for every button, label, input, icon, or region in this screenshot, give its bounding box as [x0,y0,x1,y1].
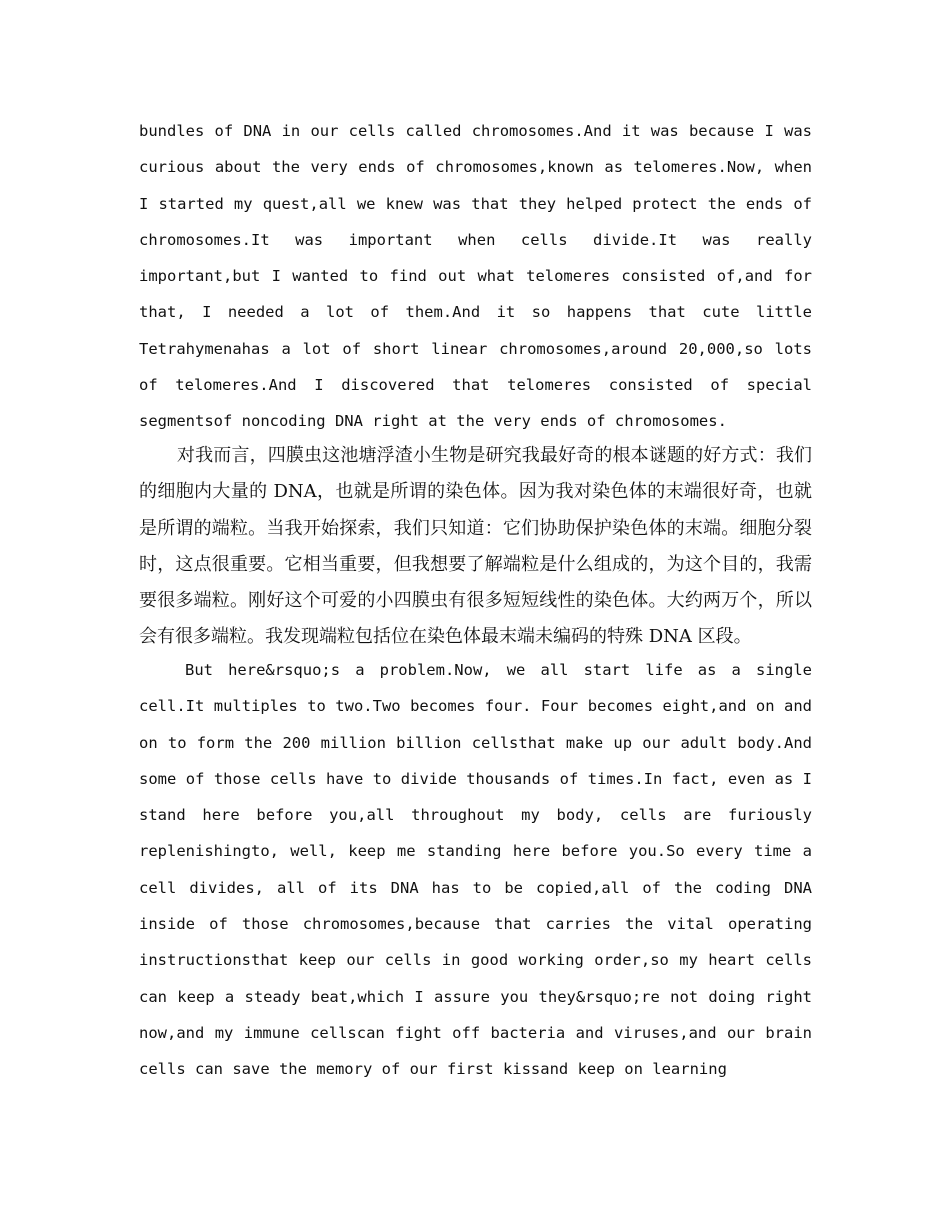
chinese-translation-paragraph: 对我而言，四膜虫这池塘浮渣小生物是研究我最好奇的根本谜题的好方式：我们的细胞内大量的 DNA，也就是所谓的染色体。因为我对染色体的末端很好奇，也就是所谓的端粒。当我开始探索，我们只知道：它们协助保护染色体的末端。细胞分裂时，这点很重要。它相当重要，但我想要了解端粒是什么组成的，为这个目的，我需要很多端粒。刚好这个可爱的小四膜虫有很多短短线性的染色体。大约两万个，所以会有很多端粒。我发现端粒包括位在染色体最末端未编码的特殊 DNA 区段。 [139,445,812,648]
english-paragraph-cell-division: But here&rsquo;s a problem.Now, we all start life as a single cell.It multiples to two.Two becomes four. Four becomes eight,and on and on to form the 200 million billion cellsthat make up our adult body.And some of those cells have to divide thousands of times.In fact, even as I stand here before you,all throughout my body, cells are furiously replenishingto, well, keep me standing here before you.So every time a cell divides, all of its DNA has to be copied,all of the coding DNA inside of those chromosomes,because that carries the vital operating instructionsthat keep our cells in good working order,so my heart cells can keep a steady beat,which I assure you they&rsquo;re not doing right now,and my immune cellscan fight off bacteria and viruses,and our brain cells can save the memory of our first kissand keep on learning [139,661,812,1079]
english-paragraph-telomeres: bundles of DNA in our cells called chromosomes.And it was because I was curious about the very ends of chromosomes,known as telomeres.Now, when I started my quest,all we knew was that they helped protect the ends of chromosomes.It was important when cells divide.It was really important,but I wanted to find out what telomeres consisted of,and for that, I needed a lot of them.And it so happens that cute little Tetrahymenahas a lot of short linear chromosomes,around 20,000,so lots of telomeres.And I discovered that telomeres consisted of special segmentsof noncoding DNA right at the very ends of chromosomes. [139,122,812,431]
